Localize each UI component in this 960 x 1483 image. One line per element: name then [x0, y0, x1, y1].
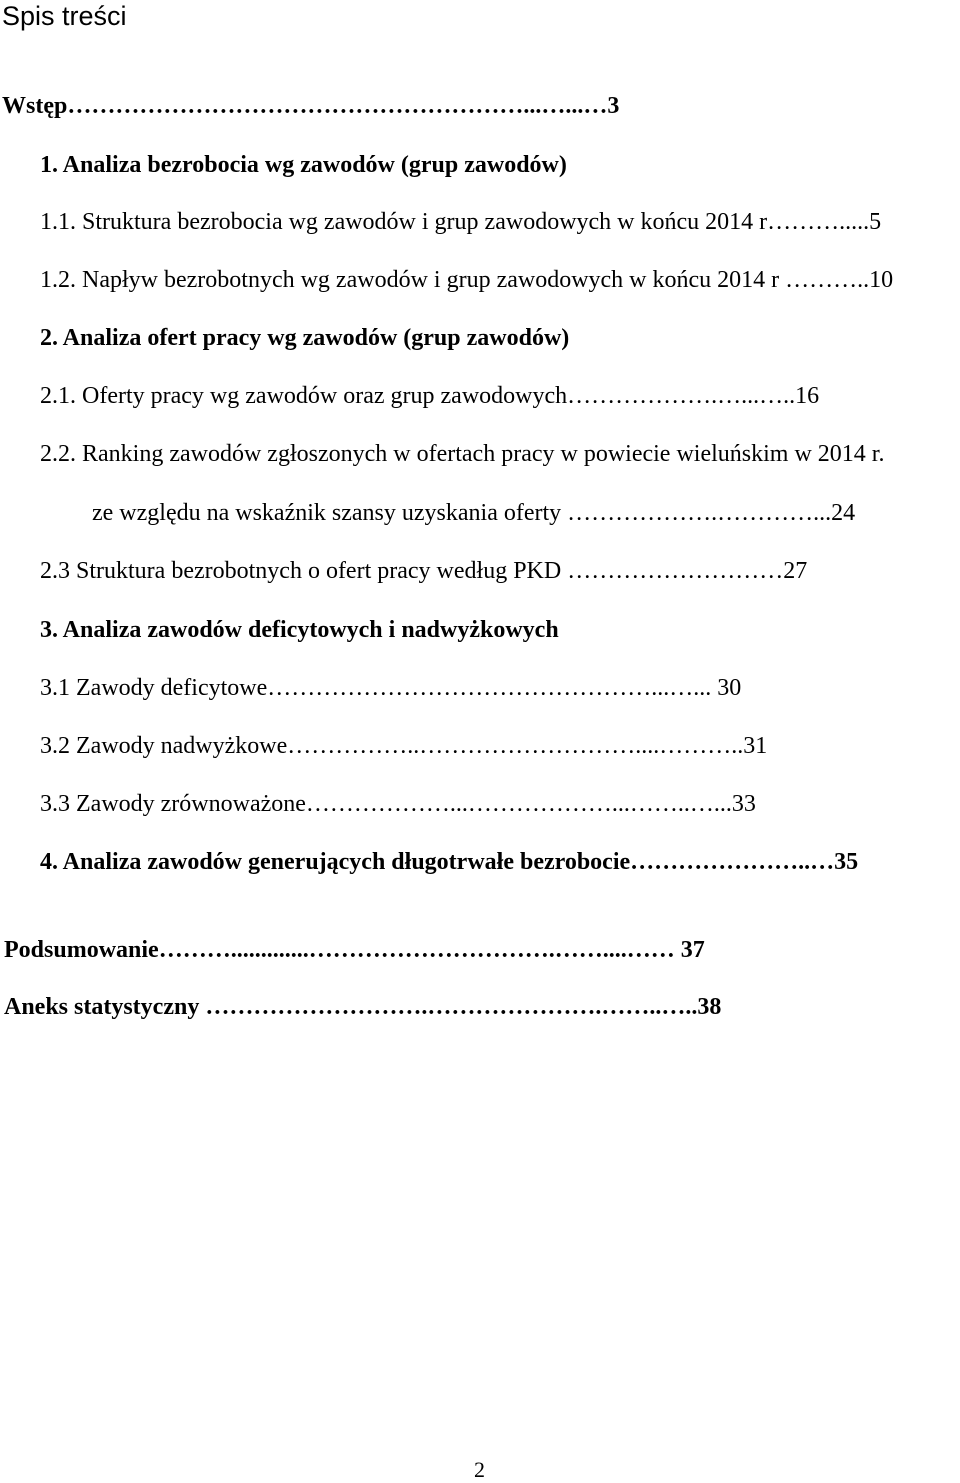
toc-entry-section-2-3: 2.3 Struktura bezrobotnych o ofert pracy według PKD ………………………27 [40, 558, 808, 584]
toc-entry-section-2: 2. Analiza ofert pracy wg zawodów (grup zawodów) [40, 325, 570, 351]
page-number: 2 [474, 1457, 485, 1482]
toc-entry-section-3-3: 3.3 Zawody zrównoważone………………...………………...……..…...33 [40, 791, 756, 817]
toc-entry-podsumowanie: Podsumowanie……….............………………………….……....…… 37 [4, 937, 705, 963]
toc-entry-section-3-2: 3.2 Zawody nadwyżkowe……………..………………………....………..31 [40, 733, 768, 759]
page-heading: Spis treści [2, 1, 127, 31]
toc-entry-section-3: 3. Analiza zawodów deficytowych i nadwyżkowych [40, 617, 559, 643]
toc-entry-section-4: 4. Analiza zawodów generujących długotrwałe bezrobocie…………………..…35 [40, 849, 859, 875]
toc-entry-wstep: Wstęp…………………………………………………...…...…3 [2, 93, 620, 119]
toc-entry-section-1: 1. Analiza bezrobocia wg zawodów (grup zawodów) [40, 152, 567, 178]
toc-entry-section-1-1: 1.1. Struktura bezrobocia wg zawodów i grup zawodowych w końcu 2014 r……….....5 [40, 209, 882, 235]
toc-entry-section-2-1: 2.1. Oferty pracy wg zawodów oraz grup zawodowych……………….…...…..16 [40, 383, 820, 409]
toc-entry-section-3-1: 3.1 Zawody deficytowe…………………………………………...…... 30 [40, 675, 742, 701]
toc-entry-aneks: Aneks statystyczny ……………………….………………….……..…..38 [4, 994, 722, 1020]
toc-entry-section-2-2-continued: ze względu na wskaźnik szansy uzyskania oferty ……………….…………...24 [92, 500, 856, 526]
toc-entry-section-1-2: 1.2. Napływ bezrobotnych wg zawodów i grup zawodowych w końcu 2014 r ………..10 [40, 267, 894, 293]
toc-entry-section-2-2: 2.2. Ranking zawodów zgłoszonych w ofertach pracy w powiecie wieluńskim w 2014 r. [40, 441, 885, 467]
